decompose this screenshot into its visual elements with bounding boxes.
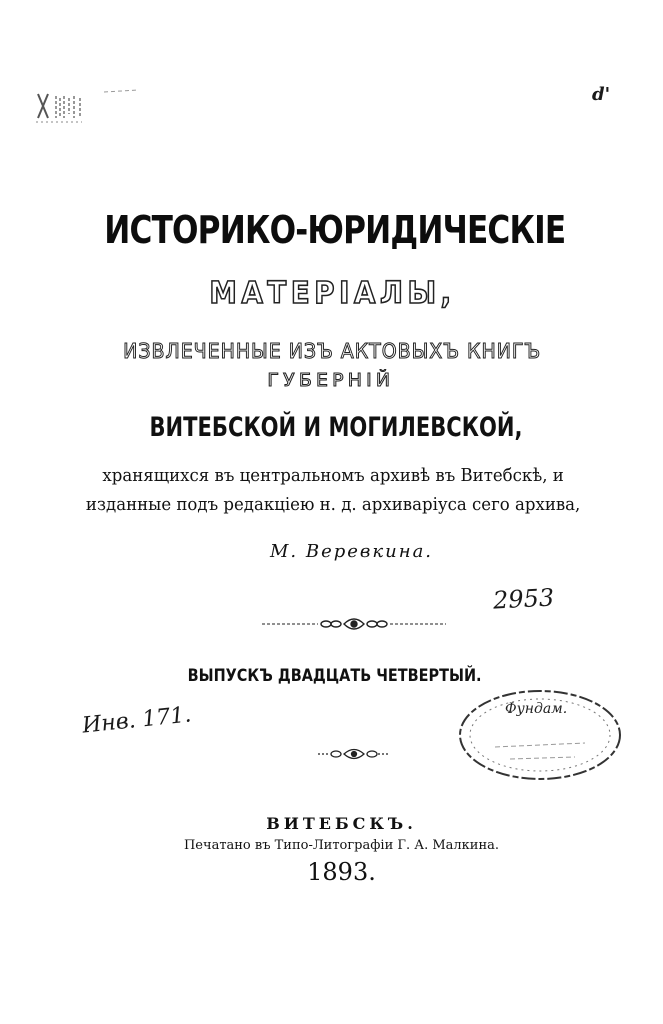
book-title: ИСТОРИКО-ЮРИДИЧЕСКІЕ (104, 208, 566, 252)
issue-number: ВЫПУСКЪ ДВАДЦАТЬ ЧЕТВЕРТЫЙ. (187, 666, 482, 686)
title-materials: МАТЕРІАЛЫ, (209, 276, 456, 311)
ornament-divider-icon (0, 614, 663, 634)
ornament-small-icon (0, 744, 663, 764)
handwritten-mark: d' (592, 84, 611, 105)
editor-name: М. Веревкина. (269, 541, 434, 562)
handwritten-inventory-number: Инв. 171. (80, 702, 193, 739)
title-stored-line: хранящихся въ центральномъ архивѣ въ Витебскѣ, и (102, 465, 564, 486)
imprint-year: 1893. (307, 858, 376, 886)
svg-text:Фундам.: Фундам. (505, 701, 568, 717)
imprint-printer: Печатано въ Типо-Литографіи Г. А. Малкина. (183, 838, 500, 853)
title-gubernii: ГУБЕРНІЙ (267, 370, 395, 391)
handwritten-catalog-number: 2953 (492, 583, 555, 615)
oval-library-stamp-icon (455, 685, 625, 785)
title-extracted: ИЗВЛЕЧЕННЫЕ ИЗЪ АКТОВЫХЪ КНИГЪ (123, 339, 542, 363)
library-stamp-icon (34, 88, 144, 138)
title-provinces: ВИТЕБСКОЙ И МОГИЛЕВСКОЙ, (149, 412, 523, 443)
title-published-line: изданные подъ редакціею н. д. архиваріуса сего архива, (85, 494, 581, 515)
imprint-city: ВИТЕБСКЪ. (266, 814, 417, 833)
